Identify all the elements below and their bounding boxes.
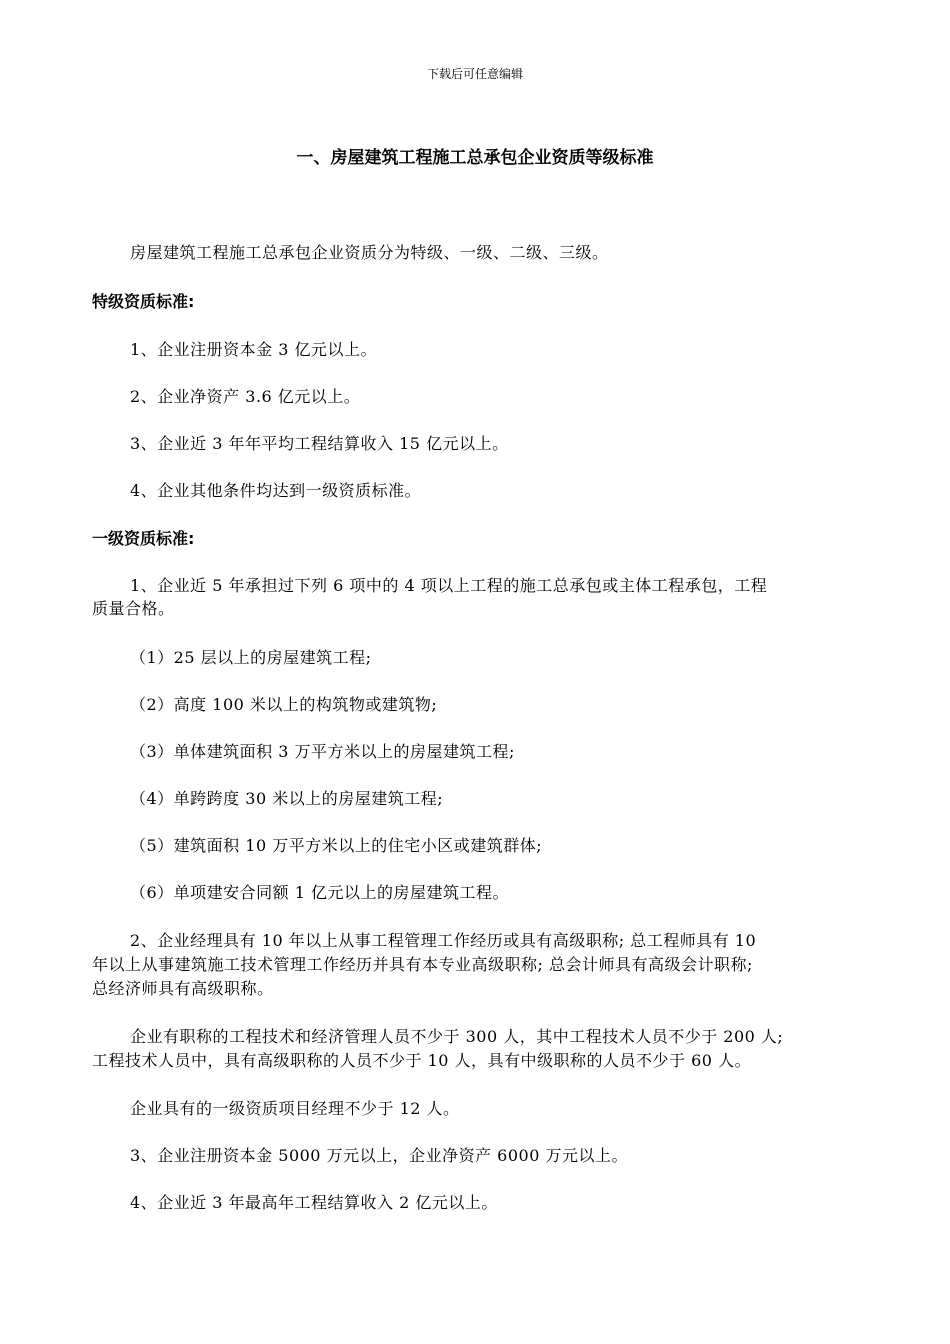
special-item-1: 1、企业注册资本金 3 亿元以上。 [130,340,378,359]
intro-paragraph: 房屋建筑工程施工总承包企业资质分为特级、一级、二级、三级。 [130,243,609,262]
grade1-item2-line2: 年以上从事建筑施工技术管理工作经历并具有本专业高级职称; 总会计师具有高级会计职称; [92,955,753,974]
grade1-item2-line3: 总经济师具有高级职称。 [92,979,274,998]
grade1-subitem-4: （4）单跨跨度 30 米以上的房屋建筑工程; [130,789,444,808]
grade1-item-3: 3、企业注册资本金 5000 万元以上，企业净资产 6000 万元以上。 [130,1146,628,1165]
grade1-subitem-3: （3）单体建筑面积 3 万平方米以上的房屋建筑工程; [130,742,515,761]
grade1-staff-line2: 工程技术人员中，具有高级职称的人员不少于 10 人，具有中级职称的人员不少于 60 人。 [92,1051,752,1070]
special-item-2: 2、企业净资产 3.6 亿元以上。 [130,387,361,406]
grade1-subitem-2: （2）高度 100 米以上的构筑物或建筑物; [130,695,438,714]
grade1-item1-line2: 质量合格。 [92,599,175,618]
grade1-subitem-5: （5）建筑面积 10 万平方米以上的住宅小区或建筑群体; [130,836,543,855]
grade1-staff-line1: 企业有职称的工程技术和经济管理人员不少于 300 人，其中工程技术人员不少于 200 人; [130,1027,784,1046]
grade1-subitem-1: （1）25 层以上的房屋建筑工程; [130,648,372,667]
special-grade-heading: 特级资质标准: [92,292,195,311]
special-item-4: 4、企业其他条件均达到一级资质标准。 [130,481,422,500]
document-title: 一、房屋建筑工程施工总承包企业资质等级标准 [296,148,654,168]
grade1-item-4: 4、企业近 3 年最高年工程结算收入 2 亿元以上。 [130,1193,498,1212]
grade1-item2-line1: 2、企业经理具有 10 年以上从事工程管理工作经历或具有高级职称; 总工程师具有 10 [130,931,757,950]
page-header: 下载后可任意编辑 [426,67,523,81]
special-item-3: 3、企业近 3 年年平均工程结算收入 15 亿元以上。 [130,434,509,453]
grade1-pm-requirement: 企业具有的一级资质项目经理不少于 12 人。 [130,1099,460,1118]
grade1-subitem-6: （6）单项建安合同额 1 亿元以上的房屋建筑工程。 [130,883,510,902]
grade1-heading: 一级资质标准: [92,529,195,548]
grade1-item1-line1: 1、企业近 5 年承担过下列 6 项中的 4 项以上工程的施工总承包或主体工程承包，工程 [130,576,768,595]
